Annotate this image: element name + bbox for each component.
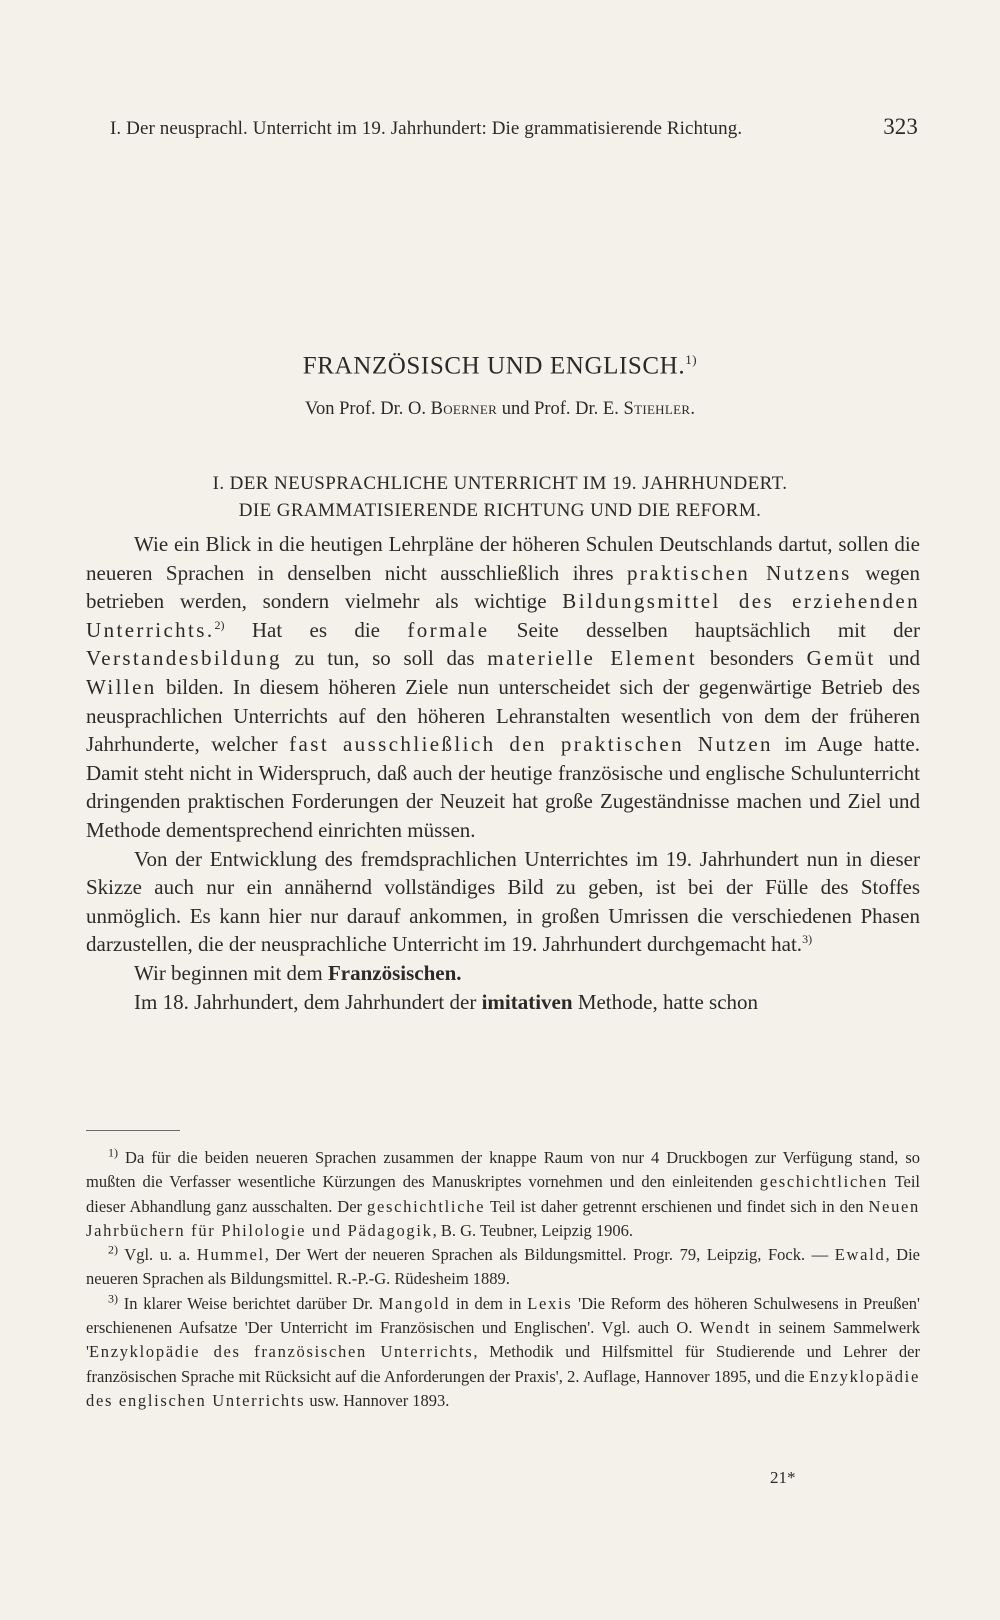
- emphasis: Willen: [86, 674, 157, 699]
- bold-term: imitativen: [481, 989, 573, 1014]
- chapter-title: [0, 352, 1000, 380]
- paragraph-4: Im 18. Jahrhundert, dem Jahrhundert der imitativen Methode, hatte schon: [134, 989, 759, 1014]
- authors-line: [0, 399, 1000, 420]
- printer-signature: 21*: [770, 1468, 796, 1487]
- running-head: [110, 114, 918, 140]
- paragraph-1: Wie ein Blick in die heutigen Lehrpläne der höheren Schulen Deutschlands dartut, sollen die neueren Sprachen in denselben nicht ausschließlich ihres praktischen Nutzens wegen betrieben werden, sondern vielmehr als wichtige Bildungsmittel des erziehenden Unterrichts.$^{2)}$ Hat es die formale Seite desselben hauptsächlich mit der Verstandesbildung zu tun, so soll das materielle Element besonders Gemüt und Willen bilden. In diesem höheren Ziele nun unterscheidet sich der gegenwärtige Betrieb des neusprachlichen Unterrichts auf den höheren Lehranstalten wesentlich von dem der früheren Jahrhunderte, welcher fast ausschließlich den praktischen Nutzen im Auge hatte. Damit steht nicht in Widerspruch, daß auch der heutige französische und englische Schulunterricht dringenden praktischen Forderungen der Neuzeit hat große Zugeständnisse machen und Ziel und Methode dementsprechend einrichten müssen.: [86, 532, 921, 842]
- footnote-2: $^{2)}$ Vgl. u. a. Hummel, Der Wert der neueren Sprachen als Bildungsmittel. Progr. 79, Leipzig, Fock. — Ewald, Die neueren Sprachen als Bildungsmittel. R.-P.-G. Rüdesheim 1889.: [86, 1242, 920, 1289]
- footnote-rule: [86, 1130, 180, 1131]
- footnote-ref-3: 3): [802, 932, 813, 947]
- footnote-ref-2: 2): [214, 617, 225, 632]
- bold-term: Französischen.: [327, 960, 462, 985]
- section-heading: [0, 470, 1000, 524]
- running-title: I. Der neusprachl. Unterricht im 19. Jahrhundert: Die grammatisierende Richtung.: [110, 118, 743, 139]
- authors-suffix: .: [690, 399, 695, 419]
- section-heading-line-1: I. DER NEUSPRACHLICHE UNTERRICHT IM 19. JAHRHUNDERT.: [212, 473, 788, 494]
- emphasis: Gemüt: [806, 646, 876, 671]
- page-number: 323: [883, 114, 918, 139]
- footnote-1: $^{1)}$ Da für die beiden neueren Sprachen zusammen der knappe Raum von nur 4 Druckbogen zur Verfügung stand, so mußten die Verfasser wesentliche Kürzungen des Manuskriptes vornehmen und den einleitenden geschichtlichen Teil dieser Abhandlung ganz ausschalten. Der geschichtliche Teil ist daher getrennt erschienen und findet sich in den Neuen Jahrbüchern für Philologie und Pädagogik, B. G. Teubner, Leipzig 1906.: [86, 1145, 921, 1240]
- authors-middle: und Prof. Dr. E.: [497, 399, 624, 419]
- emphasis: fast ausschließlich den praktischen Nutzen: [289, 732, 773, 757]
- paragraph-2: Von der Entwicklung des fremdsprachlichen Unterrichtes im 19. Jahrhundert nun in dieser Skizze auch nur ein annähernd vollständiges Bild zu geben, ist bei der Fülle des Stoffes unmöglich. Es kann hier nur darauf ankommen, in großen Umrissen die verschiedenen Phasen darzustellen, die der neusprachliche Unterricht im 19. Jahrhundert durchgemacht hat.$^{3)}$: [86, 846, 920, 957]
- emphasis: praktischen Nutzens: [627, 560, 852, 585]
- chapter-title-text: FRANZÖSISCH UND ENGLISCH.: [302, 352, 686, 380]
- footnote-mark: 1): [108, 1145, 118, 1160]
- footnote-3: $^{3)}$ In klarer Weise berichtet darüber Dr. Mangold in dem in Lexis 'Die Reform des höheren Schulwesens in Preußen' erschienenen Aufsatze 'Der Unterricht im Französischen und Englischen'. Vgl. auch O. Wendt in seinem Sammelwerk 'Enzyklopädie des französischen Unterrichts, Methodik und Hilfsmittel für Studierende und Lehrer der französischen Sprache mit Rücksicht auf die Anforderungen der Praxis', 2. Auflage, Hannover 1895, und die Enzyklopädie des englischen Unterrichts usw. Hannover 1893.: [86, 1291, 921, 1410]
- emphasis: materielle Element: [487, 646, 698, 671]
- emphasis: Verstandesbildung: [86, 646, 282, 671]
- title-footnote-mark: 1): [685, 352, 698, 367]
- section-heading-line-2: DIE GRAMMATISIERENDE RICHTUNG UND DIE REFORM.: [238, 500, 762, 521]
- authors-prefix: Von Prof. Dr. O.: [305, 399, 431, 419]
- author-boerner: Boerner: [430, 399, 498, 419]
- footnote-mark: 2): [108, 1242, 118, 1257]
- paragraph-3: Wir beginnen mit dem Französischen.: [134, 960, 462, 985]
- emphasis: Bildungsmittel des erziehenden Unterrichts.: [86, 589, 920, 642]
- body-text: [86, 530, 920, 1016]
- author-stiehler: Stiehler: [623, 399, 691, 419]
- footnotes: [86, 1146, 920, 1413]
- footnote-mark: 3): [108, 1291, 118, 1306]
- emphasis: formale: [407, 617, 490, 642]
